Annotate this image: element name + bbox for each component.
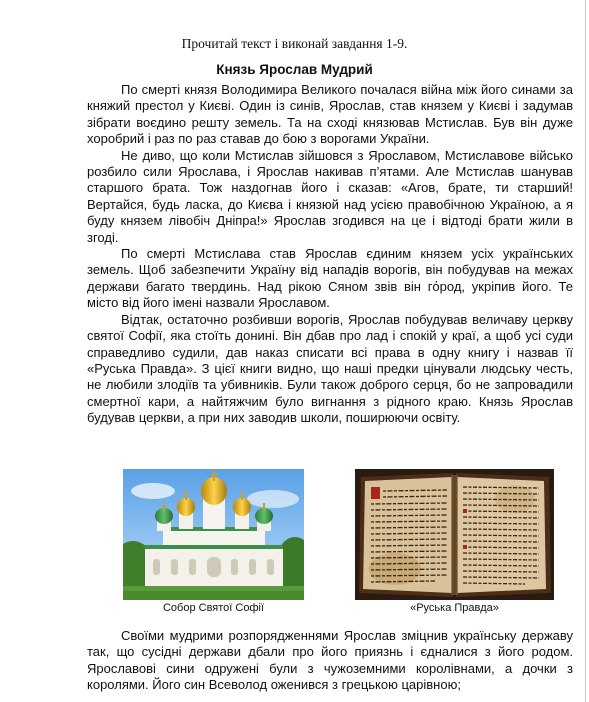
figure-cathedral bbox=[123, 469, 304, 614]
cathedral-image bbox=[123, 469, 304, 600]
task-instruction: Прочитай текст і виконай завдання 1-9. bbox=[181, 36, 408, 51]
page-edge-line bbox=[585, 0, 586, 702]
figure-caption: Собор Святої Софії bbox=[162, 602, 265, 614]
paragraph: Відтак, остаточно розбивши ворогів, Ярослав побудував величаву церкву святої Софії, яка стоїть донині. Він дбав про лад і спокій у краї, а щоб усі суди справедливо судили, дав наказ списати всі права в одну книгу і назвав її «Руська Правда». З цієї книги видно, що наші предки цінували людську честь, не любили злодіїв та убивників. Були також доброго серця, бо не запровадили смертної кари, а найтяжчим було вигнання з рідного краю. Князь Ярослав будував церкви, а при них заводив школи, поширюючи освіту. bbox=[87, 311, 573, 426]
manuscript-image bbox=[355, 469, 554, 600]
figure-caption: «Руська Правда» bbox=[410, 602, 499, 614]
paragraph: По смерті князя Володимира Великого почалася війна між його синами за княжий престол у Києві. Один із синів, Ярослав, став князем у Києві і задумав зібрати воєдино решту земель. Та на сході князював Мстислав. Був він дуже хоробрий і раз по раз ставав до бою з ворогами України. bbox=[87, 82, 573, 147]
reading-text bbox=[87, 82, 573, 427]
continued-text bbox=[87, 628, 573, 694]
paragraph: Не диво, що коли Мстислав зійшовся з Ярославом, Мстиславове військо розбило сили Ярослава, і Ярослав накивав п’ятами. Але Мстислав шанував старшого брата. Тож наздогнав його і сказав: «Агов, брате, ти старший! Вертайся, будь ласка, до Києва і князюй над усією правобічною Україною, а я буду князем лівобіч Дніпра!» Ярослав згодився на це і відтоді брати жили в згоді. bbox=[87, 147, 573, 245]
paragraph: По смерті Мстислава став Ярослав єдиним князем усіх українських земель. Щоб забезпечити Україну від нападів ворогів, він побудував на межах держави багато твердинь. Над рікою Сяном звів він гόрод, укріпив його. Те місто від його імені назвали Ярославом. bbox=[87, 246, 573, 311]
paragraph: Своїми мудрими розпорядженнями Ярослав зміцнив українську державу так, що сусідні держави дбали про його приязнь і єдналися з його родом. Ярославові сини одружені були з чужоземними королівнами, а дочки з королями. Його син Всеволод оженився з грецькою царівною; bbox=[87, 628, 573, 693]
figure-manuscript bbox=[355, 469, 554, 614]
text-title: Князь Ярослав Мудрий bbox=[216, 62, 373, 77]
